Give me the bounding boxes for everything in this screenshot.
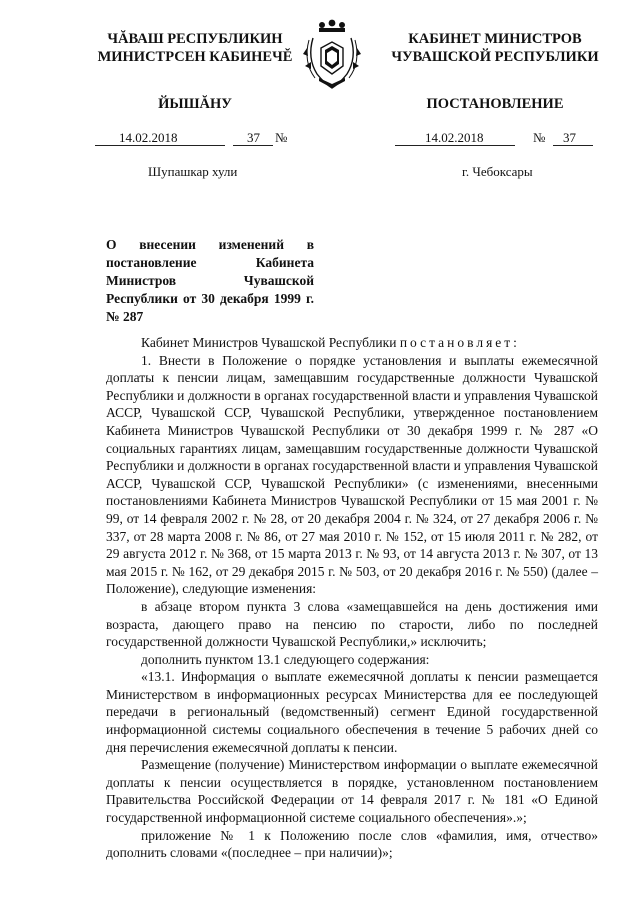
number-right: 37 bbox=[563, 130, 576, 145]
paragraph-4: «13.1. Информация о выплате ежемесячной доплаты к пенсии размещается Министерством в информационных ресурсах Министерства для ее последующей передачи в региональный (ведомственный) сегмент Единой государственной информационной системы социального обеспечения в течение 5 рабочих дней со дня перечисления ежемесячной доплаты к пенсии. bbox=[106, 669, 598, 755]
paragraph-3: дополнить пунктом 13.1 следующего содержания: bbox=[141, 651, 430, 667]
paragraph-6: приложение № 1 к Положению после слов «фамилия, имя, отчество» дополнить словами «(последнее – при наличии)»; bbox=[106, 827, 598, 861]
date-left: 14.02.2018 bbox=[119, 130, 178, 145]
document-title: О внесении изменений в постановление Кабинета Министров Чувашской Республики от 30 декабря 1999 г. № 287 bbox=[106, 237, 314, 324]
number-left: 37 bbox=[247, 130, 260, 145]
issuer-chuvash bbox=[95, 30, 295, 66]
paragraph-5: Размещение (получение) Министерством информации о выплате ежемесячной доплаты к пенсии осуществляется в порядке, установленном постановлением Правительства Российской Федерации от 14 февраля 2017 г. № 181 «О Единой государственной информационной системе социального обеспечения».»; bbox=[106, 757, 598, 826]
issuer-russian bbox=[380, 30, 610, 66]
body-intro bbox=[106, 334, 598, 352]
date-right: 14.02.2018 bbox=[425, 130, 484, 145]
paragraph-1: 1. Внести в Положение о порядке установления и выплаты ежемесячной доплаты к пенсии лицам, замещавшим государственные должности Чувашской Республики и должности в органах государственной власти и управления Чувашской АССР, Чувашской ССР, Чувашской Республики, утвержденное постановлением Кабинета Министров Чувашской Республики от 30 декабря 1999 г. № 287 «О социальных гарантиях лицам, замещавшим государственные должности Чувашской Республики и должности в органах государственной власти и управления Чувашской АССР, Чувашской ССР, Чувашской Республики» (с изменениями, внесенными постановлениями Кабинета Министров Чувашской Республики от 15 мая 2001 г. № 99, от 14 февраля 2002 г. № 28, от 20 декабря 2004 г. № 324, от 27 декабря 2006 г. № 337, от 28 марта 2008 г. № 86, от 27 мая 2010 г. № 152, от 15 июля 2011 г. № 282, от 29 августа 2012 г. № 368, от 15 марта 2013 г. № 93, от 14 августа 2013 г. № 307, от 13 мая 2015 г. № 162, от 29 декабря 2015 г. № 503, от 20 декабря 2016 г. № 550) (далее – Положение), следующие изменения: bbox=[106, 352, 598, 597]
number-sign-right: № bbox=[533, 130, 546, 145]
date-line-right bbox=[395, 130, 605, 148]
paragraph-2: в абзаце втором пункта 3 слова «замещавшейся на день достижения ими возраста, дающего право на пенсию по старости, либо по последней государственной должности Чувашской Республики,» исключить; bbox=[106, 598, 598, 650]
issuer-russian-line2: ЧУВАШСКОЙ РЕСПУБЛИКИ bbox=[391, 49, 599, 65]
issuer-russian-line1: КАБИНЕТ МИНИСТРОВ bbox=[408, 31, 582, 47]
doctype-chuvash: ЙЫШĂНУ bbox=[158, 96, 232, 112]
city-russian: г. Чебоксары bbox=[462, 164, 533, 179]
issuer-chuvash-line2: МИНИСТРСЕН КАБИНЕЧĔ bbox=[97, 49, 293, 65]
date-line-left bbox=[95, 130, 315, 148]
issuer-chuvash-line1: ЧĂВАШ РЕСПУБЛИКИН bbox=[107, 31, 283, 47]
chuvash-emblem-icon bbox=[299, 18, 365, 92]
intro-text: Кабинет Министров Чувашской Республики bbox=[141, 335, 397, 350]
document-body bbox=[106, 334, 598, 862]
intro-decision-word: постановляет: bbox=[399, 335, 520, 350]
doctype-russian: ПОСТАНОВЛЕНИЕ bbox=[426, 96, 564, 112]
city-chuvash: Шупашкар хули bbox=[148, 164, 238, 179]
number-sign-left: № bbox=[275, 130, 288, 145]
